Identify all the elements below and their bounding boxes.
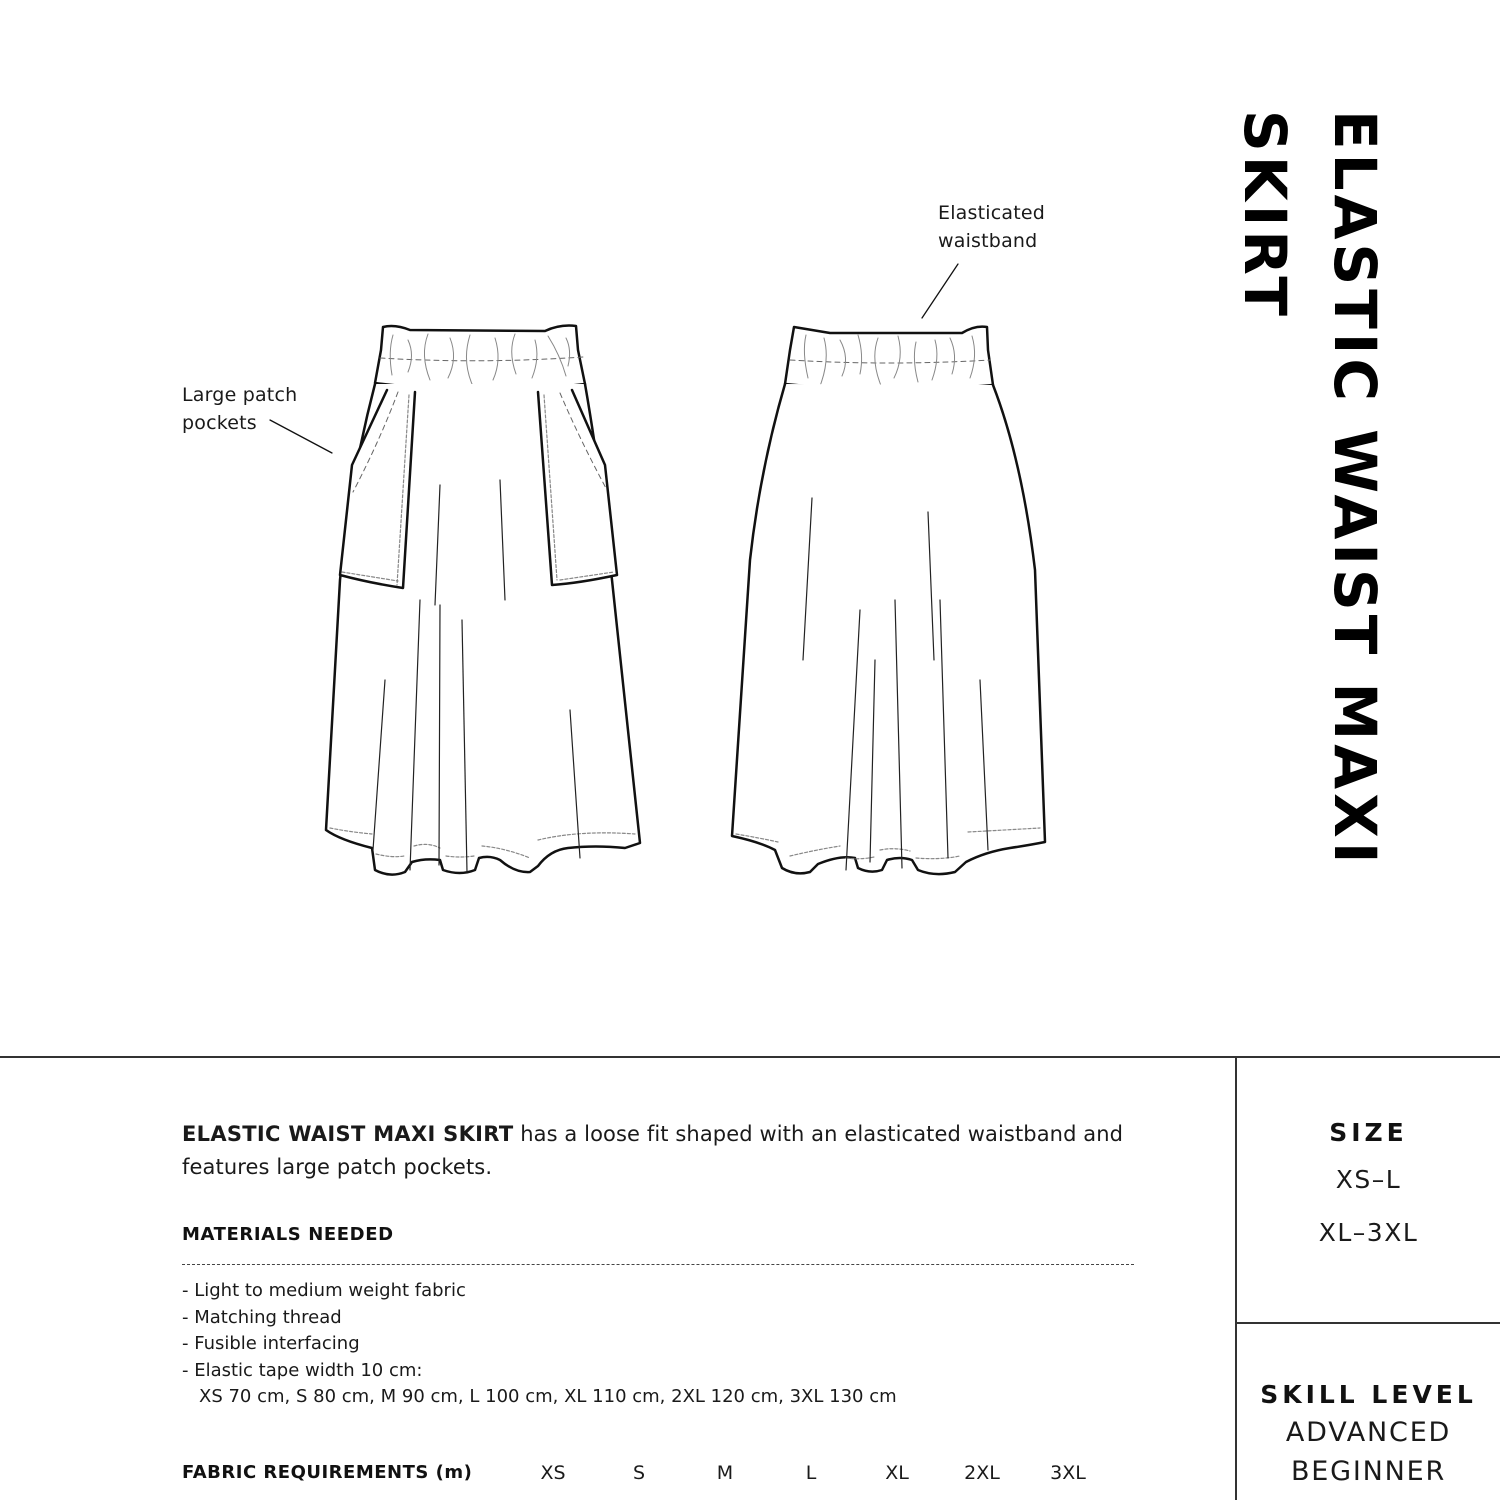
fabric-size-col: XS xyxy=(540,1462,566,1484)
dashed-separator xyxy=(182,1264,1134,1265)
front-view xyxy=(270,326,640,875)
fabric-size-col: S xyxy=(632,1462,646,1484)
materials-heading: MATERIALS NEEDED xyxy=(182,1224,394,1245)
sidebar-row-divider xyxy=(1236,1322,1500,1324)
materials-item: - Fusible interfacing xyxy=(182,1333,360,1354)
callout-line: waistband xyxy=(938,230,1038,252)
callout-large-patch-pockets xyxy=(182,381,297,437)
section-divider xyxy=(0,1056,1500,1058)
materials-item: - Light to medium weight fabric xyxy=(182,1280,466,1301)
callout-line: Large patch xyxy=(182,384,298,406)
skill-level-heading: SKILL LEVEL xyxy=(1260,1380,1477,1409)
materials-item xyxy=(182,1358,897,1411)
size-range: XL–3XL xyxy=(1318,1218,1419,1247)
fabric-size-col: 2XL xyxy=(964,1462,1000,1484)
fabric-size-col: XL xyxy=(885,1462,909,1484)
elastic-lengths: XS 70 cm, S 80 cm, M 90 cm, L 100 cm, XL 110 cm, 2XL 120 cm, 3XL 130 cm xyxy=(199,1386,897,1407)
size-heading: SIZE xyxy=(1329,1118,1408,1147)
callout-line: pockets xyxy=(182,412,257,434)
materials-item-label: - Elastic tape width 10 cm: xyxy=(182,1359,423,1381)
pattern-description xyxy=(182,1118,1142,1184)
pattern-title xyxy=(1231,110,1400,900)
fabric-size-col: M xyxy=(716,1462,734,1484)
skill-level-value: ADVANCED xyxy=(1285,1417,1452,1448)
materials-item: - Matching thread xyxy=(182,1306,342,1328)
title-line-1: ELASTIC WAIST MAXI xyxy=(1321,110,1389,868)
size-panel xyxy=(1237,1118,1500,1253)
title-line-2: SKIRT xyxy=(1231,110,1299,320)
skill-level-value: BEGINNER xyxy=(1290,1456,1447,1487)
description-text: has a loose fit shaped with an elasticated waistband and features large patch pockets. xyxy=(182,1122,1124,1179)
fabric-requirements-label: FABRIC REQUIREMENTS (m) xyxy=(182,1462,473,1483)
fabric-size-col: 3XL xyxy=(1050,1462,1086,1484)
skill-level-panel xyxy=(1237,1380,1500,1487)
description-pattern-name: ELASTIC WAIST MAXI SKIRT xyxy=(182,1122,514,1146)
size-range: XS–L xyxy=(1335,1165,1402,1194)
back-view xyxy=(732,264,1045,874)
fabric-size-col: L xyxy=(805,1462,817,1484)
materials-list xyxy=(182,1278,897,1411)
fabric-requirements-header xyxy=(182,1462,1142,1492)
callout-elasticated-waistband xyxy=(938,199,1045,255)
callout-line: Elasticated xyxy=(938,202,1046,224)
